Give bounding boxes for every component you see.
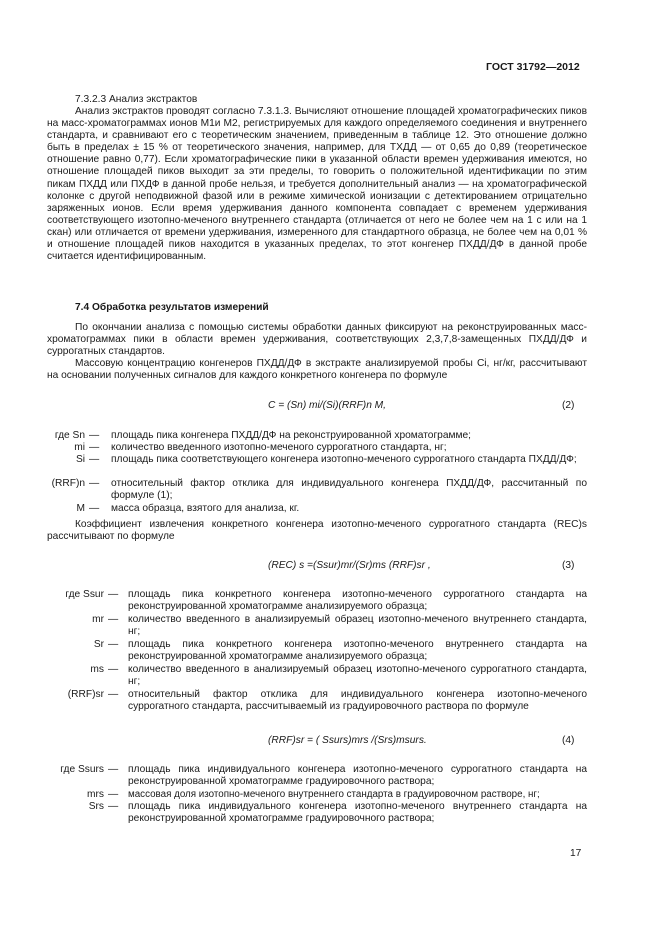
subsection-title: 7.3.2.3 Анализ экстрактов [75,94,198,105]
definition-text: масса образца, взятого для анализа, кг. [111,503,300,514]
formula-3: (REC) s =(Ssur)mr/(Sr)ms (RRF)sr , [268,560,431,571]
definition-text: массовая доля изотопно-меченого внутреннего стандарта в градуировочном растворе, нг; [128,789,540,800]
definition-dash: — [108,789,119,800]
definition-dash: — [108,689,119,700]
definition-item [47,478,587,502]
definition-text: площадь пика индивидуального конгенера изотопно-меченого суррогатного стандарта на реконструированной хроматограмме градуировочного раствора; [128,764,587,788]
paragraph-3: Коэффициент извлечения конкретного конгенера изотопно-меченого суррогатного стандарта (REC)s рассчитывают по формуле [47,519,587,543]
definition-dash: — [108,664,119,675]
page-number: 17 [570,848,582,859]
definition-dash: — [89,430,100,441]
definition-item [47,589,587,613]
definition-symbol: где Sn [54,430,85,441]
definition-dash: — [108,614,119,625]
formula-4: (RRF)sr = ( Ssurs)mrs /(Srs)msurs. [268,735,427,746]
definition-symbol: Si [75,454,85,465]
formula-4-number: (4) [562,735,575,746]
definition-text: количество введенного в анализируемый образец изотопно-меченого суррогатного стандарта, нг; [128,664,587,688]
definition-symbol: M [76,503,85,514]
definition-item [47,614,587,638]
definition-text: площадь пика соответствующего конгенера изотопно-меченого суррогатного стандарта ПХДД/ДФ; [111,454,577,465]
definition-text: количество введенного изотопно-меченого суррогатного стандарта, нг; [111,442,447,453]
section-title: 7.4 Обработка результатов измерений [75,302,269,313]
definition-item [47,430,587,442]
definition-text: относительный фактор отклика для индивидуального конгенера изотопно-меченого суррогатного стандарта, рассчитываемый из градуировочного раствора по формуле [128,689,587,713]
definition-item [47,764,587,788]
definition-symbol: ms [90,664,104,675]
definition-item [47,801,587,825]
definition-item [47,454,587,478]
definition-dash: — [89,442,100,453]
formula-2-number: (2) [562,400,575,411]
definition-text: площадь пика индивидуального конгенера изотопно-меченого внутреннего стандарта на реконструированной хроматограмме градуировочного раствора; [128,801,587,825]
definition-item [47,689,587,713]
definition-symbol: Srs [88,801,104,812]
formula-3-number: (3) [562,560,575,571]
definition-text: площадь пика конгенера ПХДД/ДФ на реконструированной хроматограмме; [111,430,472,441]
definition-dash: — [89,454,100,465]
definition-symbol: (RRF)n [51,478,85,489]
definition-item [47,442,587,454]
definition-item [47,664,587,688]
definition-symbol: где Ssurs [60,764,104,775]
definition-dash: — [89,503,100,514]
definition-symbol: (RRF)sr [67,689,104,700]
definition-symbol: Sr [93,639,104,650]
definition-item [47,639,587,663]
definition-dash: — [89,478,100,489]
definition-symbol: mr [92,614,104,625]
formula-2: C = (Sn) mi/(Si)(RRF)n M, [268,400,387,411]
definition-dash: — [108,764,119,775]
definition-text: относительный фактор отклика для индивидуального конгенера ПХДД/ДФ, рассчитанный по формуле (1); [111,478,587,502]
definition-text: площадь пика конкретного конгенера изотопно-меченого суррогатного стандарта на реконструированной хроматограмме анализируемого образца; [128,589,587,613]
definition-dash: — [108,801,119,812]
definition-text: площадь пика конкретного конгенера изотопно-меченого внутреннего стандарта на реконструированной хроматограмме анализируемого образца; [128,639,587,663]
definition-item [47,503,587,515]
subsection-body: Анализ экстрактов проводят согласно 7.3.1.3. Вычисляют отношение площадей хроматографических пиков на масс-хроматограммах ионов M1и M2, регистрируемых для каждого определяемого соединения и внутреннего стандарта, и сравнивают его с теоретическим значением, приведенным в таблице 12. Это отношение должно быть в пределах ± 15 % от теоретического значения, например, для ТХДД — от 0,65 до 0,89 (теоретическое отношение равно 0,77). Если хроматографические пики в указанной области времен удерживания имеются, но отношение площадей пиков выходит за эти пределы, то говорить о положительной идентификации по этим пикам ПХДД или ПХДФ в данной пробе нельзя, и требуется дополнительный анализ — на хроматографической колонке с другой неподвижной фазой или в режиме химической ионизации с детектированием отрицательно заряженных ионов. Если время удерживания данного компонента совпадает с временем удерживания соответствующего изотопно-меченого внутреннего стандарта (отличается от него не более чем на 1 с или на 1 скан) или отличается от времени удерживания, измеренного для стандартного образца, не более чем на 0,01 % и отношение площадей пиков находится в указанных пределах, то этот конгенер ПХДД/ДФ в данной пробе считается идентифицированным. [47,106,587,263]
definition-text: количество введенного в анализируемый образец изотопно-меченого внутреннего стандарта, нг; [128,614,587,638]
definition-symbol: где Ssur [65,589,104,600]
definition-dash: — [108,639,119,650]
paragraph-2: Массовую концентрацию конгенеров ПХДД/ДФ в экстракте анализируемой пробы Ci, нг/кг, рассчитывают на основании полученных сигналов для каждого конкретного конгенера по формуле [47,358,587,382]
definition-dash: — [108,589,119,600]
definition-symbol: mrs [87,789,104,800]
definition-item [47,789,587,801]
paragraph-1: По окончании анализа с помощью системы обработки данных фиксируют на реконструированных масс-хроматограммах пики в области времен удерживания, соответствующих 2,3,7,8-замещенных ПХДД/ДФ и суррогатных стандартов. [47,322,587,358]
document-header: ГОСТ 31792—2012 [486,61,580,73]
definition-symbol: mi [74,442,85,453]
